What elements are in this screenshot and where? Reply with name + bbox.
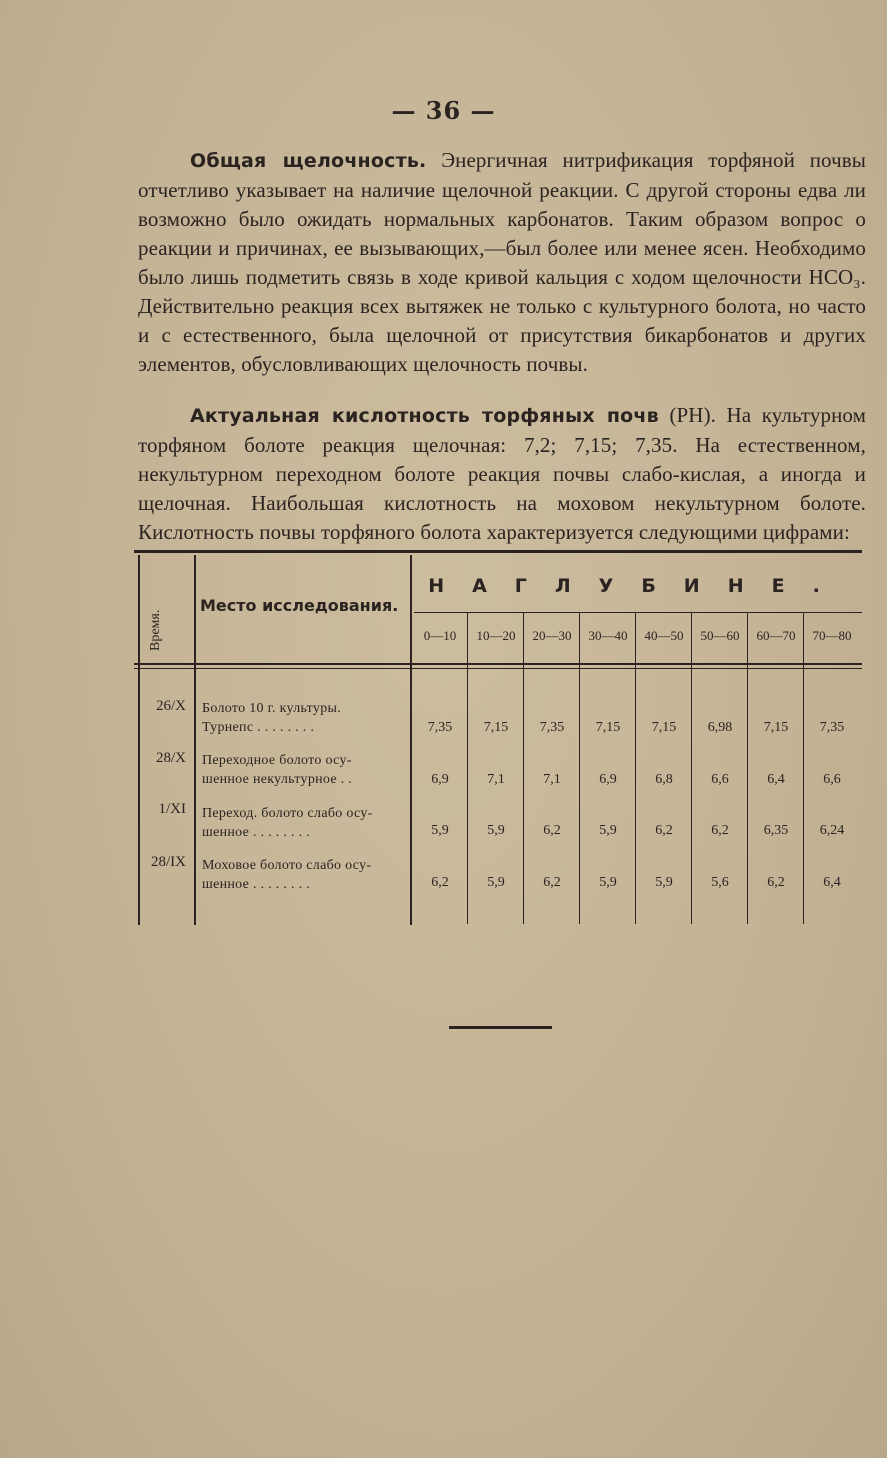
depth-header-cell: 0—10 [423, 628, 457, 643]
row-place-line: шенное некультурное . . [202, 772, 353, 787]
paragraph-alkalinity [138, 146, 866, 379]
table-cell: 6,9 [431, 772, 449, 787]
acidity-table [134, 550, 862, 930]
header-depth: НАГЛУБИНЕ. [428, 575, 848, 597]
row-date: 26/X [156, 698, 186, 714]
row-place-line: Турнепс . . . . . . . . [202, 720, 315, 735]
row-place-line: Переходное болото осу- [202, 753, 352, 768]
paragraph-text: Энергичная нитрификация торфяной почвы отчетливо указывает на наличие щелочной реакции. С другой стороны едва ли возможно было ожидать нормальных карбонатов. Таким образом вопрос о реакции и причинах, ее вызывающих,—был более или менее ясен. Необходимо было лишь подметить связь в ходе кривой кальция с ходом щелочности НСО₃. Действительно реакция всех вытяжек не только с культурного болота, но часто и с естественного, была щелочной от присутствия бикарбонатов и других элементов, обусловливающих щелочность почвы. [138, 148, 866, 376]
table-cell: 6,2 [543, 823, 561, 838]
table-cell: 7,15 [595, 720, 621, 735]
table-cell: 5,9 [655, 875, 673, 890]
paragraph-text: (PH). На культурном торфяном болоте реакция щелочная: 7,2; 7,15; 7,35. На естественном, некультурном переходном болоте реакция почвы слабо-кислая, а иногда и щелочная. Наибольшая кислотность на моховом некультурном болоте. Кислотность почвы торфяного болота характеризуется следующими цифрами: [138, 403, 867, 544]
table-top-rule [134, 550, 862, 553]
table-cell: 5,9 [487, 875, 505, 890]
header-time: Время. [148, 609, 163, 651]
table-cell: 6,4 [767, 772, 785, 787]
table-cell: 6,2 [655, 823, 673, 838]
table-cell: 6,2 [767, 875, 785, 890]
closing-rule [449, 1026, 552, 1029]
table-cell: 6,98 [707, 720, 733, 735]
table-cell: 6,2 [431, 875, 449, 890]
table-cell: 6,6 [711, 772, 729, 787]
table-cell: 6,9 [599, 772, 617, 787]
row-place-line: шенное . . . . . . . . [202, 877, 310, 892]
paragraph-lead: Общая щелочность. [190, 150, 427, 172]
table-cell: 6,6 [823, 772, 841, 787]
table-cell: 6,4 [823, 875, 841, 890]
depth-header-cell: 10—20 [476, 628, 516, 643]
depth-header-cell: 60—70 [756, 628, 796, 643]
table-cell: 7,1 [487, 772, 505, 787]
row-place [202, 856, 412, 894]
row-date: 1/XI [158, 801, 186, 817]
table-cell: 5,9 [599, 875, 617, 890]
table-cell: 7,35 [539, 720, 565, 735]
row-place-line: Болото 10 г. культуры. [202, 701, 342, 716]
table-cell: 7,15 [651, 720, 677, 735]
table-header-rule [134, 663, 862, 665]
table-cell: 5,6 [711, 875, 729, 890]
table-cell: 5,9 [431, 823, 449, 838]
header-place: Место исследования. [200, 596, 399, 615]
table-cell: 7,35 [427, 720, 453, 735]
row-place [202, 699, 412, 737]
table-cell: 5,9 [599, 823, 617, 838]
table-cell: 6,24 [819, 823, 845, 838]
paragraph-lead: Актуальная кислотность торфяных почв [190, 405, 659, 427]
depth-header-cell: 40—50 [644, 628, 684, 643]
table-time-divider [194, 555, 196, 925]
depth-header-cell: 30—40 [588, 628, 628, 643]
row-place-line: Переход. болото слабо осу- [202, 806, 373, 821]
table-cell: 6,2 [711, 823, 729, 838]
table-cell: 7,15 [763, 720, 789, 735]
depth-header-cell: 70—80 [812, 628, 852, 643]
depth-header-cell: 20—30 [532, 628, 572, 643]
row-place [202, 751, 412, 789]
row-place [202, 804, 412, 842]
row-date: 28/IX [151, 854, 186, 870]
row-date: 28/X [156, 750, 186, 766]
depth-header-cell: 50—60 [700, 628, 740, 643]
depth-header-rule [414, 612, 862, 613]
table-cell: 7,1 [543, 772, 561, 787]
table-cell: 6,35 [763, 823, 789, 838]
row-place-line: шенное . . . . . . . . [202, 825, 310, 840]
table-cell: 6,2 [543, 875, 561, 890]
table-cell: 6,8 [655, 772, 673, 787]
page-number: — 36 — [391, 96, 496, 125]
table-cell: 7,15 [483, 720, 509, 735]
table-header-rule-thin [134, 668, 862, 669]
table-cell: 7,35 [819, 720, 845, 735]
table-cell: 5,9 [487, 823, 505, 838]
paragraph-acidity [138, 401, 866, 547]
row-place-line: Моховое болото слабо осу- [202, 858, 372, 873]
